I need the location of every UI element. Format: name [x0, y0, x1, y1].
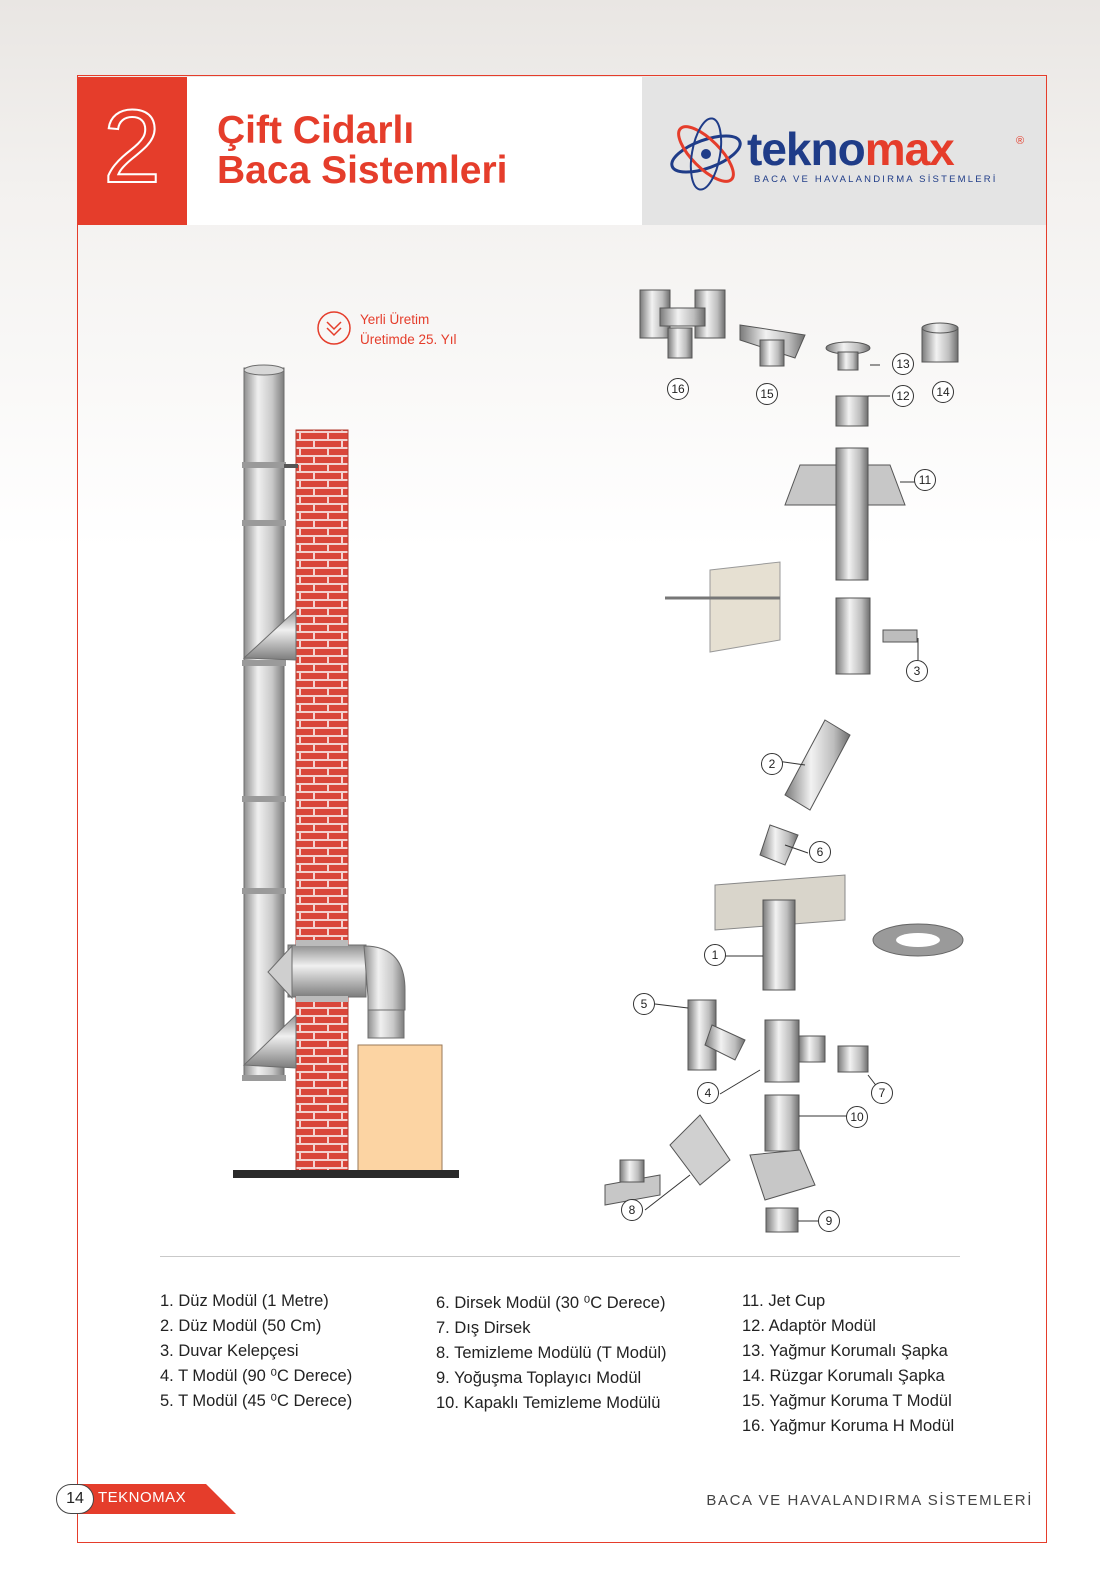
- list-item: 9. Yoğuşma Toplayıcı Modül: [436, 1369, 642, 1387]
- list-item: 15. Yağmur Koruma T Modül: [742, 1392, 952, 1410]
- exploded-parts-diagram: [600, 280, 1000, 1250]
- logo-word-a: tekno: [747, 123, 865, 175]
- callout-10: 10: [846, 1106, 868, 1128]
- callout-13: 13: [892, 353, 914, 375]
- logo-registered: ®: [1016, 135, 1025, 147]
- list-item: 16. Yağmur Koruma H Modül: [742, 1417, 955, 1435]
- teknomax-logo-icon: [666, 119, 746, 189]
- callout-3: 3: [906, 660, 928, 682]
- list-item: 7. Dış Dirsek: [436, 1319, 531, 1337]
- callout-1: 1: [704, 944, 726, 966]
- divider: [160, 1256, 960, 1257]
- title-box: [187, 77, 642, 225]
- section-number-box: [77, 77, 187, 225]
- title-line-2: Baca Sistemleri: [217, 149, 508, 192]
- h-module-part: [640, 290, 725, 358]
- page-number: 14: [56, 1484, 94, 1514]
- parts-list-col-2: [436, 1291, 667, 1416]
- parts-list-col-3: [742, 1289, 954, 1439]
- callout-2: 2: [761, 753, 783, 775]
- logo-word-b: max: [864, 123, 954, 175]
- list-item: 5. T Modül (45 ⁰C Derece): [160, 1392, 353, 1410]
- list-item: 4. T Modül (90 ⁰C Derece): [160, 1367, 353, 1385]
- callout-12: 12: [892, 385, 914, 407]
- callout-4: 4: [697, 1082, 719, 1104]
- badge-text: [360, 310, 457, 350]
- adapter-part: [836, 396, 868, 426]
- title-line-1: Çift Cidarlı: [217, 109, 415, 152]
- list-item: 2. Düz Modül (50 Cm): [160, 1317, 322, 1335]
- section-number: 2: [103, 89, 161, 205]
- list-item: 6. Dirsek Modül (30 ⁰C Derece): [436, 1294, 666, 1312]
- list-item: 3. Duvar Kelepçesi: [160, 1342, 299, 1360]
- badge-line-1: Yerli Üretim: [360, 312, 430, 327]
- logo-tagline: BACA VE HAVALANDIRMA SİSTEMLERİ: [754, 174, 998, 185]
- t-rain-module-part: [740, 325, 805, 366]
- list-item: 14. Rüzgar Korumalı Şapka: [742, 1367, 945, 1385]
- logo-box: [642, 77, 1046, 225]
- list-item: 13. Yağmur Korumalı Şapka: [742, 1342, 948, 1360]
- callout-6: 6: [809, 841, 831, 863]
- footer-brand: TEKNOMAX: [98, 1489, 187, 1506]
- callout-5: 5: [633, 993, 655, 1015]
- list-item: 11. Jet Cup: [742, 1292, 826, 1310]
- list-item: 1. Düz Modül (1 Metre): [160, 1292, 329, 1310]
- footer-tagline: BACA VE HAVALANDIRMA SİSTEMLERİ: [706, 1492, 1033, 1509]
- callout-15: 15: [756, 383, 778, 405]
- callout-11: 11: [914, 469, 936, 491]
- rain-cap-part: [826, 342, 870, 370]
- callout-9: 9: [818, 1210, 840, 1232]
- callout-16: 16: [667, 378, 689, 400]
- badge-line-2: Üretimde 25. Yıl: [360, 332, 457, 347]
- list-item: 12. Adaptör Modül: [742, 1317, 876, 1335]
- list-item: 8. Temizleme Modülü (T Modül): [436, 1344, 667, 1362]
- callout-14: 14: [932, 381, 954, 403]
- wind-cap-part: [922, 323, 958, 362]
- list-item: 10. Kapaklı Temizleme Modülü: [436, 1394, 661, 1412]
- page-title: [217, 111, 508, 191]
- callout-7: 7: [871, 1082, 893, 1104]
- parts-list-col-1: [160, 1289, 352, 1414]
- chevron-down-badge-icon: [316, 310, 352, 346]
- chimney-installation-illustration: [230, 360, 470, 1190]
- callout-8: 8: [621, 1199, 643, 1221]
- logo-wordmark: [747, 122, 954, 176]
